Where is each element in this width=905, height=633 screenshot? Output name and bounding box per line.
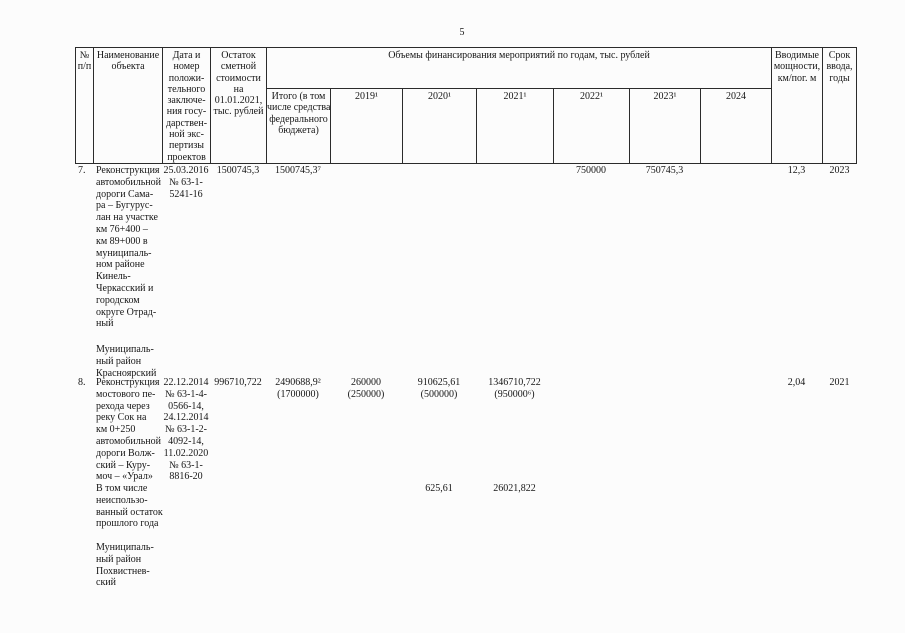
row-capacity: 12,3 <box>787 165 806 176</box>
header-year-2021: 2021¹ <box>476 88 553 164</box>
row-deadline: 2023 <box>829 165 850 176</box>
header-balance: Остаток сметной стоимости на 01.01.2021, тыс. рублей <box>210 47 266 164</box>
row-year-2023: 750745,3 <box>645 165 684 176</box>
subrow-year-2020: 625,61 <box>425 483 453 494</box>
subrow-year-2021: 26021,822 <box>493 483 536 494</box>
row-object-name: Реконструкция мостового пе- рехода через реку Сок на км 0+250 автомобильной дороги Волж- ский – Куру- моч – «Урал» <box>96 377 161 483</box>
row-year-2019: 260000 (250000) <box>347 377 385 400</box>
subrow-label: В том числе неиспользо- ванный остаток прошлого года <box>96 483 163 530</box>
header-object-name: Наименование объекта <box>93 47 162 164</box>
row-balance: 996710,722 <box>214 377 262 388</box>
header-financing-group: Объемы финансирования мероприятий по годам, тыс. рублей <box>266 47 771 88</box>
header-number: № п/п <box>75 47 93 164</box>
header-year-2019: 2019¹ <box>330 88 402 164</box>
row-year-2021: 1346710,722 (950000⁶) <box>488 377 541 400</box>
header-total: Итого (в том числе средства федерального бюджета) <box>266 88 330 164</box>
header-year-2024: 2024 <box>700 88 771 164</box>
row-object-name: Реконструкция автомобильной дороги Сама- ра – Бугурус- лан на участке км 76+400 – км 89+000 в муниципаль- ном районе Кинель- Черкасский и городском округе Отрад- ный <box>96 165 161 330</box>
row-capacity: 2,04 <box>787 377 806 388</box>
header-year-2022: 2022¹ <box>553 88 629 164</box>
row-balance: 1500745,3 <box>216 165 260 176</box>
row-expertise: 25.03.2016 № 63-1- 5241-16 <box>163 165 209 200</box>
header-capacity: Вводимые мощности, км/пог. м <box>771 47 822 164</box>
header-expertise: Дата и номер положи- тельного заключе- ния госу- дарствен- ной экс- пертизы проектов <box>162 47 210 164</box>
row-number: 8. <box>78 377 86 388</box>
header-year-2023: 2023¹ <box>629 88 700 164</box>
district-heading: Муниципаль- ный район Красноярский <box>96 344 157 379</box>
row-number: 7. <box>78 165 86 176</box>
row-total: 2490688,9² (1700000) <box>275 377 321 400</box>
row-expertise: 22.12.2014 № 63-1-4- 0566-14, 24.12.2014 № 63-1-2- 4092-14, 11.02.2020 № 63-1- 8816-20 <box>163 377 209 483</box>
district-heading: Муниципаль- ный район Похвистнев- ский <box>96 542 154 589</box>
row-year-2020: 910625,61 (500000) <box>417 377 461 400</box>
row-year-2022: 750000 <box>576 165 606 176</box>
header-year-2020: 2020¹ <box>402 88 476 164</box>
header-deadline: Срок ввода, годы <box>822 47 857 164</box>
row-total: 1500745,3⁷ <box>275 165 321 176</box>
row-deadline: 2021 <box>829 377 850 388</box>
page-number: 5 <box>459 27 465 38</box>
